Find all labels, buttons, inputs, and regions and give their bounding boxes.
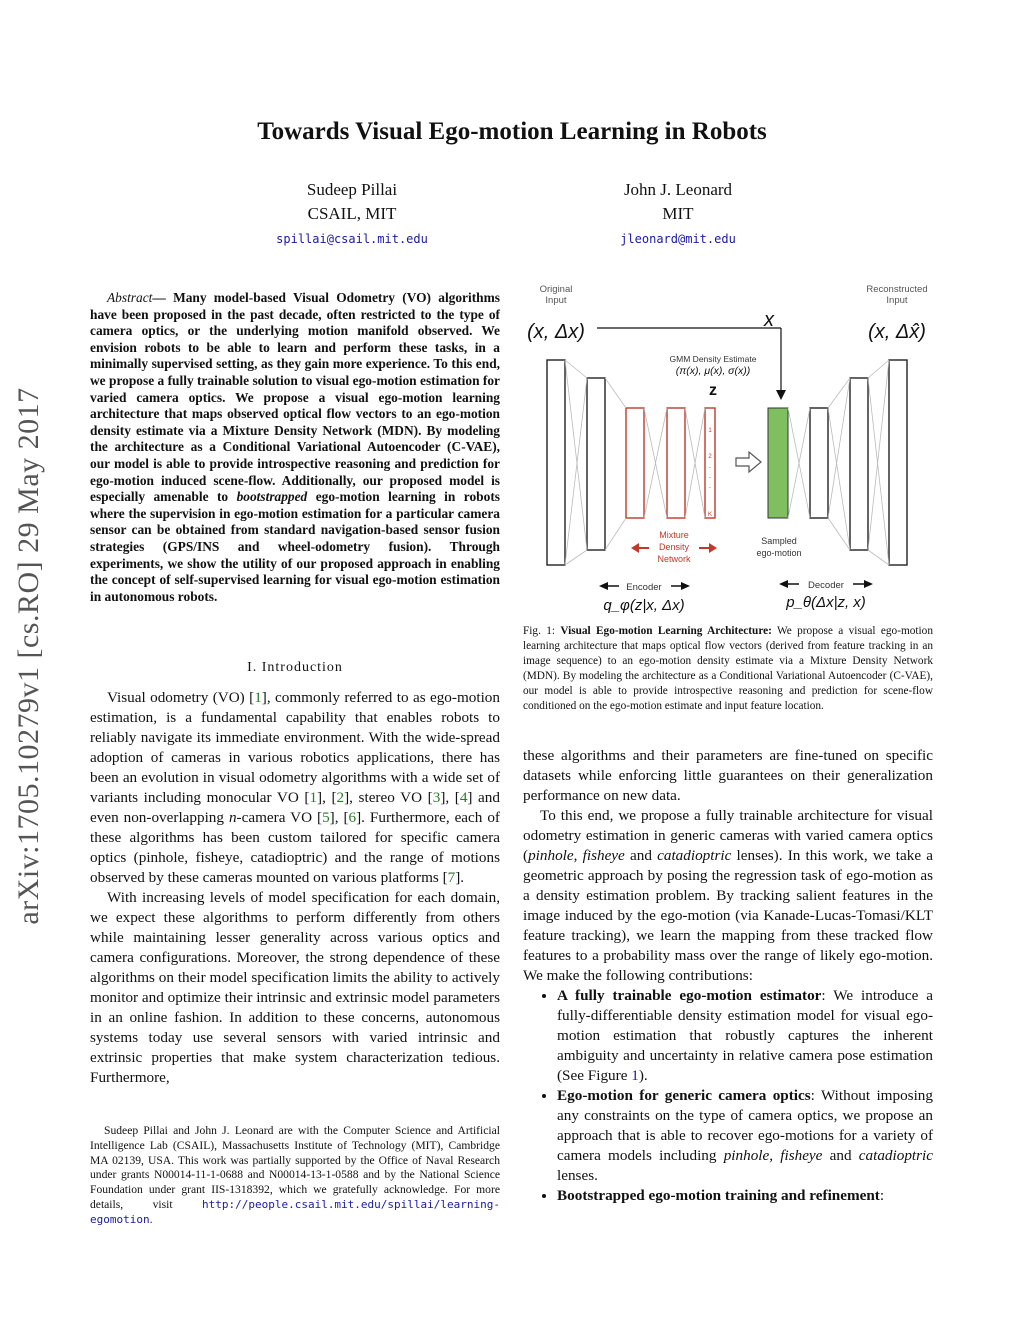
reconstructed-input-label: Reconstructed — [866, 284, 928, 295]
encoder-label: Encoder — [626, 582, 662, 593]
encoder-arrow-head — [599, 582, 608, 590]
output-math: (x, Δx̂) — [868, 321, 926, 343]
figure-ref-link[interactable]: 1 — [631, 1067, 639, 1084]
latent-z: z — [709, 382, 717, 399]
architecture-figure — [519, 280, 939, 620]
author-affiliation: MIT — [662, 204, 694, 223]
contribution-list — [523, 986, 933, 1206]
decoder-math: p_θ(Δx|z, x) — [786, 594, 866, 611]
decoder-connections — [788, 360, 889, 565]
mdn-label: Density — [658, 542, 690, 552]
paper-title: Towards Visual Ego-motion Learning in Robots — [257, 118, 767, 145]
gmm-label: GMM Density Estimate — [669, 354, 757, 364]
slot-dots: · — [708, 483, 712, 492]
abstract-text: Many model-based Visual Odometry (VO) algorithms have been proposed in the past decade, often restricted to the type of camera optics, or the underlying motion manifold observed. We envision robots to be able to learn and perform these tasks, in a minimally supervised setting, as they gain more experience. To this end, we propose a fully trainable solution to visual ego-motion estimation for varied camera optics. We propose a visual ego-motion learning architecture that maps observed optical flow vectors to an ego-motion density estimate via a Mixture Density Network (MDN). By modeling the architecture as a Conditional Variational Autoencoder (C-VAE), our model is able to provide introspective reasoning and prediction for ego-motion induced scene-flow. Additionally, our proposed model is especially amenable to — [90, 290, 500, 505]
mdn-label: Network — [657, 554, 691, 564]
encoder-arrow-head — [681, 582, 690, 590]
mdn-label: Mixture — [659, 530, 689, 540]
slot-dots: · — [708, 463, 712, 472]
citation-link[interactable]: 2 — [336, 789, 345, 806]
intro-section — [90, 658, 500, 1088]
decoder-label: Decoder — [808, 580, 844, 591]
citation-link[interactable]: 7 — [447, 869, 456, 886]
contribution-item: • A fully trainable ego-motion estimator: We introduce a fully-differentiable density estimation model for visual ego-motion estimation that robustly captures the inherent ambiguity and uncertainty in relative camera pose estimation (See Figure 1). — [557, 986, 933, 1086]
gmm-params: (π(x), μ(x), σ(x)) — [675, 365, 751, 377]
sample-arrow-icon — [736, 452, 761, 472]
citation-link[interactable]: 4 — [459, 789, 468, 806]
contribution-item: • Ego-motion for generic camera optics: Without imposing any constraints on the type of camera optics, we propose an approach that is able to recover ego-motions for a variety of camera models including pinhole, fisheye and catadioptric lenses. — [557, 1086, 933, 1186]
mdn-connections — [605, 378, 705, 550]
project-url-link[interactable]: http://people.csail.mit.edu/spillai/learning-egomotion — [90, 1197, 500, 1226]
x-math: x — [764, 309, 774, 331]
citation-link[interactable]: 1 — [309, 789, 318, 806]
sampled-label: Sampled — [761, 536, 797, 546]
caption-label: Fig. 1: — [523, 625, 561, 637]
input-math: (x, Δx) — [527, 321, 585, 343]
slot-dots: · — [708, 473, 712, 482]
mdn-right-arrow-head — [709, 543, 717, 553]
footnote: Sudeep Pillai and John J. Leonard are with the Computer Science and Artificial Intelligence Lab (CSAIL), Massachusetts Institute of Technology (MIT), Cambridge MA 02139, USA. This work was partially supported by the Office of Naval Research under grants N00014-11-1-0688 and N00014-13-1-0588 and by the National Science Foundation under grant IIS-1318392, which we gratefully acknowledge. For more details, visit http://people.csail.mit.edu/spillai/learning-egomotion. — [90, 1124, 500, 1226]
decoder-arrow-head — [864, 580, 873, 588]
slot-label: 1 — [708, 428, 712, 434]
author-name: Sudeep Pillai — [306, 180, 398, 199]
encoder-layers — [547, 360, 605, 565]
author-email[interactable]: jleonard@mit.edu — [620, 232, 736, 246]
citation-link[interactable]: 5 — [322, 809, 330, 826]
original-input-label: Original — [539, 284, 573, 295]
contribution-item: • Bootstrapped ego-motion training and refinement: — [557, 1186, 933, 1206]
right-paragraph-1: these algorithms and their parameters are fine-tuned on specific datasets while enforcing little guarantees on their generalization performance on new data. — [523, 747, 933, 804]
reconstructed-input-label: Input — [886, 295, 908, 306]
right-paragraph-2: To this end, we propose a fully trainable architecture for visual odometry estimation in generic cameras with varied camera optics (pinhole, fisheye and catadioptric lenses). In this work, we take a geometric approach by posing the regression task of ego-motion as a density estimation problem. By tracking salient features in the image induced by the ego-motion (via Kanade-Lucas-Tomasi/KLT feature tracking), we learn the mapping from these tracked flow features to a probability mass over the range of likely ego-motion. We make the following contributions: — [523, 807, 934, 984]
author-email[interactable]: spillai@csail.mit.edu — [276, 232, 428, 246]
abstract-dash: — — [152, 290, 174, 305]
arxiv-sidebar-id: arXiv:1705.10279v1 [cs.RO] 29 May 2017 — [12, 387, 45, 925]
decoder-arrow-head — [779, 580, 788, 588]
encoder-connections — [565, 360, 587, 565]
author-name: John J. Leonard — [623, 180, 733, 199]
abstract-label: Abstract — [107, 290, 153, 305]
encoder-math: q_φ(z|x, Δx) — [603, 597, 685, 614]
mdn-left-arrow-head — [631, 543, 639, 553]
section-heading-intro: I. Introduction — [247, 660, 343, 675]
abstract-text-end: ego-motion learning in robots where the supervision in ego-motion estimation for a particular camera sensor can be obtained from standard navigation-based sensor fusion strategies (GPS/INS and wheel-odometry fusion). Through experiments, we show the utility of our proposed approach in enabling the concept of self-supervised learning for visual ego-motion estimation in autonomous robots. — [90, 489, 500, 604]
caption-text: We propose a visual ego-motion learning architecture that maps optical flow vectors (derived from feature tracking in an image sequence) to an ego-motion density estimate via a Mixture Density Network (MDN). By modeling the architecture as a Conditional Variational Autoencoder (C-VAE), our model is able to provide introspective reasoning and prediction for scene-flow conditioned on the ego-motion estimate and input feature location. — [523, 625, 933, 712]
intro-paragraph-2: With increasing levels of model specification for each domain, we expect these algorithms to perform differently from others while maintaining lesser generality across various optics and camera configurations. Moreover, the strong dependence of these algorithms on their model specification limits the ability to actively monitor and optimize their intrinsic and extrinsic model parameters in an online fashion. In addition to these concerns, autonomous systems today use several sensors with varied intrinsic and extrinsic properties that make system characterization tedious. Furthermore, — [90, 889, 500, 1086]
abstract-italic-term: bootstrapped — [236, 489, 308, 505]
citation-link[interactable]: 1 — [254, 689, 262, 706]
author-affiliation: CSAIL, MIT — [307, 204, 397, 223]
intro-paragraph-1: Visual odometry (VO) [1], commonly referred to as ego-motion estimation, is a fundamental capability that enables robots to reliably navigate its immediate environment. With the wide-spread adoption of cameras in various robotics applications, there has been an evolution in visual odometry algorithms with a wide set of variants including monocular VO [1], [2], stereo VO [3], [4] and even non-overlapping n-camera VO [5], [6]. Furthermore, each of these algorithms has been custom tailored for specific camera optics (pinhole, fisheye, catadioptric) and the range of motions observed by these cameras mounted on various platforms [7]. — [90, 689, 500, 886]
abstract — [90, 290, 500, 605]
author-block-1 — [252, 178, 452, 246]
slot-label: K — [707, 512, 713, 518]
citation-link[interactable]: 6 — [348, 809, 357, 826]
slot-label: 2 — [708, 454, 712, 460]
right-column — [523, 746, 933, 1206]
citation-link[interactable]: 3 — [432, 789, 441, 806]
x-arrow-head — [776, 390, 786, 400]
caption-title: Visual Ego-motion Learning Architecture: — [560, 625, 772, 637]
sampled-label: ego-motion — [756, 548, 802, 558]
sampled-egomotion-block — [768, 408, 788, 518]
decoder-layers — [810, 360, 907, 565]
author-block-2 — [578, 178, 778, 246]
figure-caption — [523, 624, 933, 714]
original-input-label: Input — [545, 295, 567, 306]
